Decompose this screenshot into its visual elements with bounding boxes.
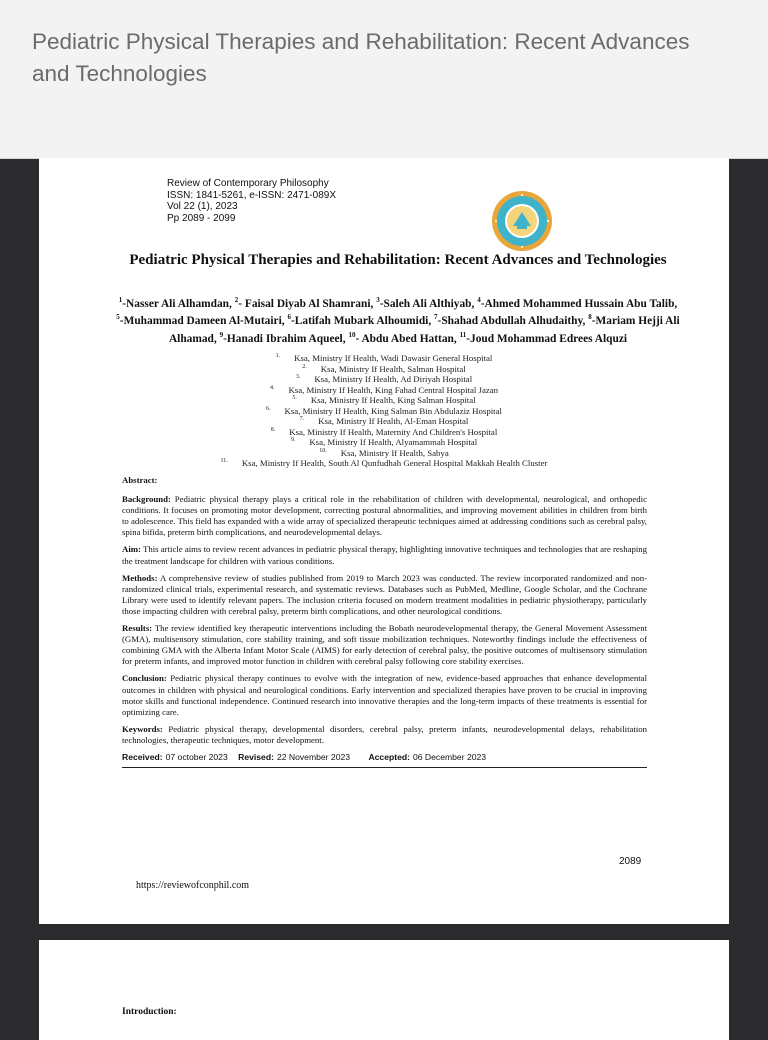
author: $^3$-Saleh Ali Althiyab, <box>376 296 475 310</box>
journal-info <box>167 178 336 224</box>
journal-issn: ISSN: 1841-5261, e-ISSN: 2471-089X <box>167 189 336 201</box>
affiliation-item: $^{4.}$ Ksa, Ministry If Health, King Fahad Central Hospital Jazan <box>269 384 499 395</box>
author-list <box>115 294 681 347</box>
introduction-heading: Introduction: <box>122 1007 177 1017</box>
abstract-aim: Aim: This article aims to review recent advances in pediatric physical therapy, highlighting innovative techniques and technologies that are reshaping the treatment landscape for children with various conditions. <box>122 544 648 566</box>
author: $^7$-Shahad Abdullah Alhudaithy, <box>434 313 586 328</box>
paper-title: Pediatric Physical Therapies and Rehabilitation: Recent Advances and Technologies <box>129 252 667 268</box>
author: $^9$-Hanadi Ibrahim Aqueel, <box>219 331 346 345</box>
journal-url: https://reviewofconphil.com <box>136 880 250 891</box>
affiliation-item: $^{8.}$ Ksa, Ministry If Health, Maternity And Children's Hospital <box>270 426 498 437</box>
affiliation-item: $^{6.}$ Ksa, Ministry If Health, King Salman Bin Abdulaziz Hospital <box>266 405 502 416</box>
abstract-section <box>122 475 647 768</box>
journal-pages: Pp 2089 - 2099 <box>167 212 236 224</box>
viewer-header <box>0 0 768 159</box>
submission-dates: Received: 07 october 2023 Revised: 22 November 2023 Accepted: 06 December 2023 <box>122 752 647 768</box>
author: $^2$- Faisal Diyab Al Shamrani, <box>234 296 374 310</box>
affiliation-item: $^{7.}$ Ksa, Ministry If Health, Al-Eman Hospital <box>299 415 469 426</box>
author: $^1$-Nasser Ali Alhamdan, <box>118 296 232 310</box>
affiliation-item: $^{9.}$ Ksa, Ministry If Health, Alyamammah Hospital <box>290 436 478 447</box>
author: $^6$-Latifah Mubark Alhoumidi, <box>287 313 432 328</box>
affiliation-item: $^{11.}$ Ksa, Ministry If Health, South Al Qunfudhah General Hospital Makkah Health Cluster <box>220 457 548 468</box>
author: $^8$-Mariam Hejji Ali Alhamad, <box>168 313 680 345</box>
document-title: Pediatric Physical Therapies and Rehabilitation: Recent Advances and Technologies <box>32 29 690 86</box>
abstract-results: Results: The review identified key therapeutic interventions including the Bobath neurodevelopmental therapy, the General Movement Assessment (GMA), multisensory stimulation, core stability training, and soft tissue mobilization techniques. Noteworthy findings include the effectiveness of combining GMA with the Alberta Infant Motor Scale (AIMS) for early detection of cerebral palsy, the positive outcomes of multisensory stimulation for preterm infants, and improved motor function in children with cerebral palsy following core stability exercises. <box>122 623 647 667</box>
author: $^{10}$- Abdu Abed Hattan, <box>348 331 457 345</box>
affiliation-item: $^{5.}$ Ksa, Ministry If Health, King Salman Hospital <box>292 394 476 405</box>
affiliation-item: $^{10.}$ Ksa, Ministry If Health, Sabya <box>319 447 449 458</box>
document-page-1 <box>39 158 729 924</box>
author: $^{11}$-Joud Mohammad Edrees Alquzi <box>459 331 628 345</box>
journal-name: Review of Contemporary Philosophy <box>167 178 329 189</box>
affiliation-item: $^{2.}$ Ksa, Ministry If Health, Salman Hospital <box>302 363 466 374</box>
author: $^4$-Ahmed Mohammed Hussain Abu Talib, <box>477 296 678 310</box>
abstract-heading: Abstract: <box>122 475 158 485</box>
affiliation-item: $^{3.}$ Ksa, Ministry If Health, Ad Diriyah Hospital <box>295 373 473 384</box>
journal-seal-logo <box>491 190 553 252</box>
document-page-2 <box>39 940 729 1040</box>
affiliation-item: $^{1.}$ Ksa, Ministry If Health, Wadi Dawasir General Hospital <box>275 352 493 363</box>
page-number: 2089 <box>619 856 642 867</box>
abstract-background: Background: Pediatric physical therapy plays a critical role in the rehabilitation of children with developmental, neurological, and orthopedic conditions. It focuses on promoting motor development, correcting postural abnormalities, and improving movement abilities in children from birth to adolescence. This field has expanded with a wide array of specialized therapeutic techniques aimed at addressing conditions such as cerebral palsy, spina bifida, preterm birth complications, and neurodevelopmental delays. <box>122 494 647 538</box>
abstract-keywords: Keywords: Pediatric physical therapy, developmental disorders, cerebral palsy, preterm infants, neurodevelopmental delays, rehabilitation technologies, therapeutic techniques, motor development. <box>122 723 647 745</box>
journal-volume: Vol 22 (1), 2023 <box>167 201 238 212</box>
abstract-conclusion: Conclusion: Pediatric physical therapy continues to evolve with the integration of new, evidence-based approaches that enhance developmental outcomes in children with physical and neurological conditions. Early intervention and specialized therapies have proven to be crucial in improving motor skills and functional independence. Continued research into innovative therapies and the long-term impacts of these treatments is essential for optimizing care. <box>122 673 647 717</box>
abstract-methods: Methods: A comprehensive review of studies published from 2019 to March 2023 was conducted. The review incorporated randomized and non-randomized clinical trials, experimental research, and systematic reviews. Databases such as PubMed, Medline, Google Scholar, and the Cochrane Library were used to identify relevant papers. The inclusion criteria focused on modern treatment modalities in pediatric physiotherapy, particularly those impacting children with cerebral palsy, preterm birth complications, and other neurological conditions. <box>122 572 647 616</box>
author: $^5$-Muhammad Dameen Al-Mutairi, <box>116 313 285 328</box>
